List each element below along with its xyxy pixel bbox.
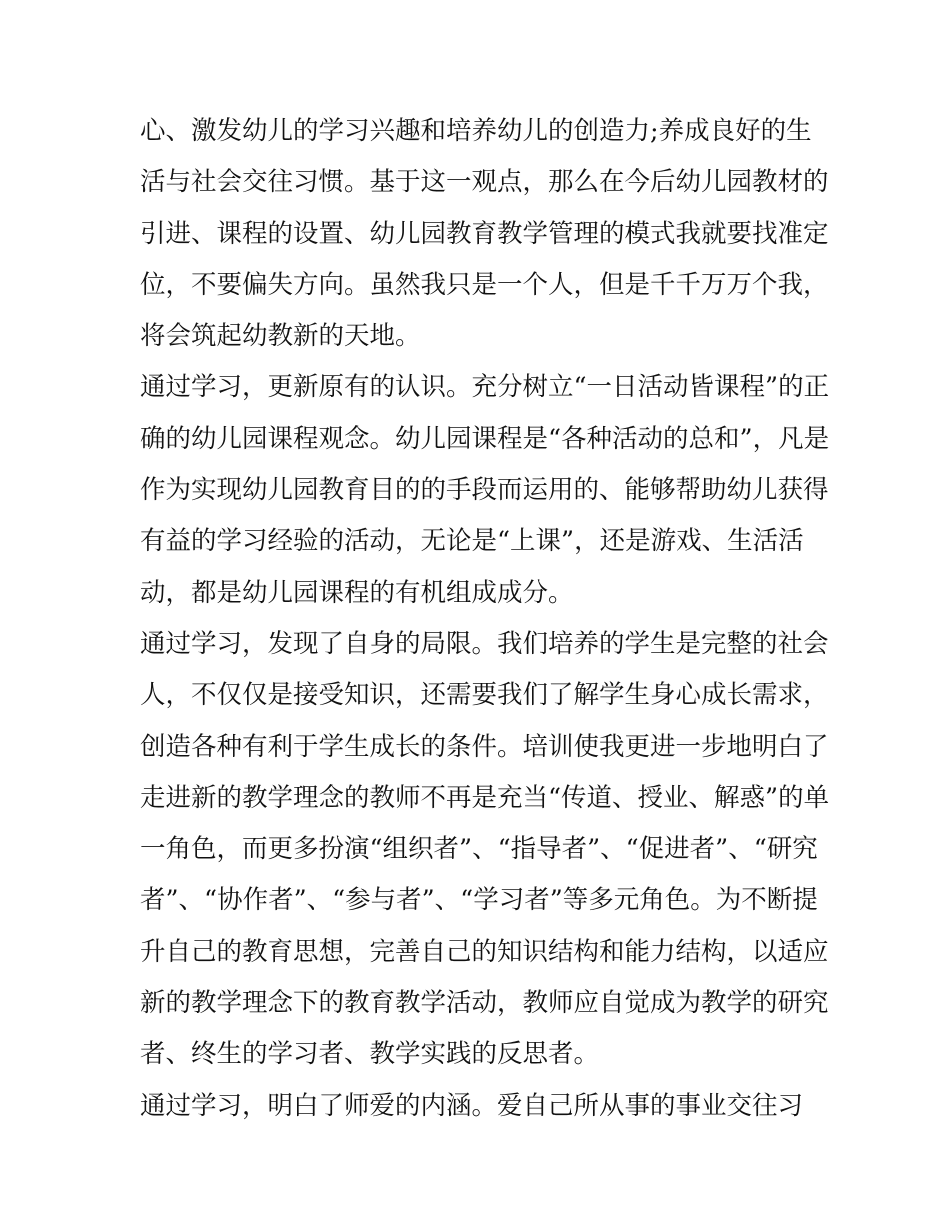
text-line-4: 位，不要偏失方向。虽然我只是一个人，但是千千万万个我， [140, 269, 829, 300]
text-line-5: 将会筑起幼教新的天地。 [140, 321, 421, 352]
text-line-15: 一角色，而更多扮演“组织者”、“指导者”、“促进者”、“研究 [140, 834, 818, 865]
text-line-9: 有益的学习经验的活动，无论是“上课”，还是游戏、生活活 [140, 526, 804, 557]
text-line-1: 心、激发幼儿的学习兴趣和培养幼儿的创造力;养成良好的生 [140, 116, 812, 146]
text-line-12: 人，不仅仅是接受知识，还需要我们了解学生身心成长需求， [140, 680, 829, 711]
text-line-10: 动，都是幼儿园课程的有机组成成分。 [140, 577, 574, 608]
document-body-text [140, 106, 830, 1132]
text-line-17: 升自己的教育思想，完善自己的知识结构和能力结构，以适应 [140, 936, 829, 967]
text-line-16: 者”、“协作者”、“参与者”、“学习者”等多元角色。为不断提 [140, 885, 818, 916]
text-line-6: 通过学习，更新原有的认识。充分树立“一日活动皆课程”的正 [140, 372, 830, 403]
text-line-13: 创造各种有利于学生成长的条件。培训使我更进一步地明白了 [140, 731, 829, 762]
text-line-8: 作为实现幼儿园教育目的的手段而运用的、能够帮助幼儿获得 [140, 475, 829, 506]
text-line-19: 者、终生的学习者、教学实践的反思者。 [140, 1039, 600, 1070]
text-line-3: 引进、课程的设置、幼儿园教育教学管理的模式我就要找准定 [140, 218, 829, 249]
text-line-20: 通过学习，明白了师爱的内涵。爱自己所从事的事业交往习 [140, 1090, 804, 1121]
text-line-2: 活与社会交往习惯。基于这一观点，那么在今后幼儿园教材的 [140, 167, 829, 198]
text-line-18: 新的教学理念下的教育教学活动，教师应自觉成为教学的研究 [140, 988, 829, 1019]
text-line-11: 通过学习，发现了自身的局限。我们培养的学生是完整的社会 [140, 628, 829, 659]
text-line-7: 确的幼儿园课程观念。幼儿园课程是“各种活动的总和”，凡是 [140, 423, 830, 454]
text-line-14: 走进新的教学理念的教师不再是充当“传道、授业、解惑”的单 [140, 782, 830, 813]
